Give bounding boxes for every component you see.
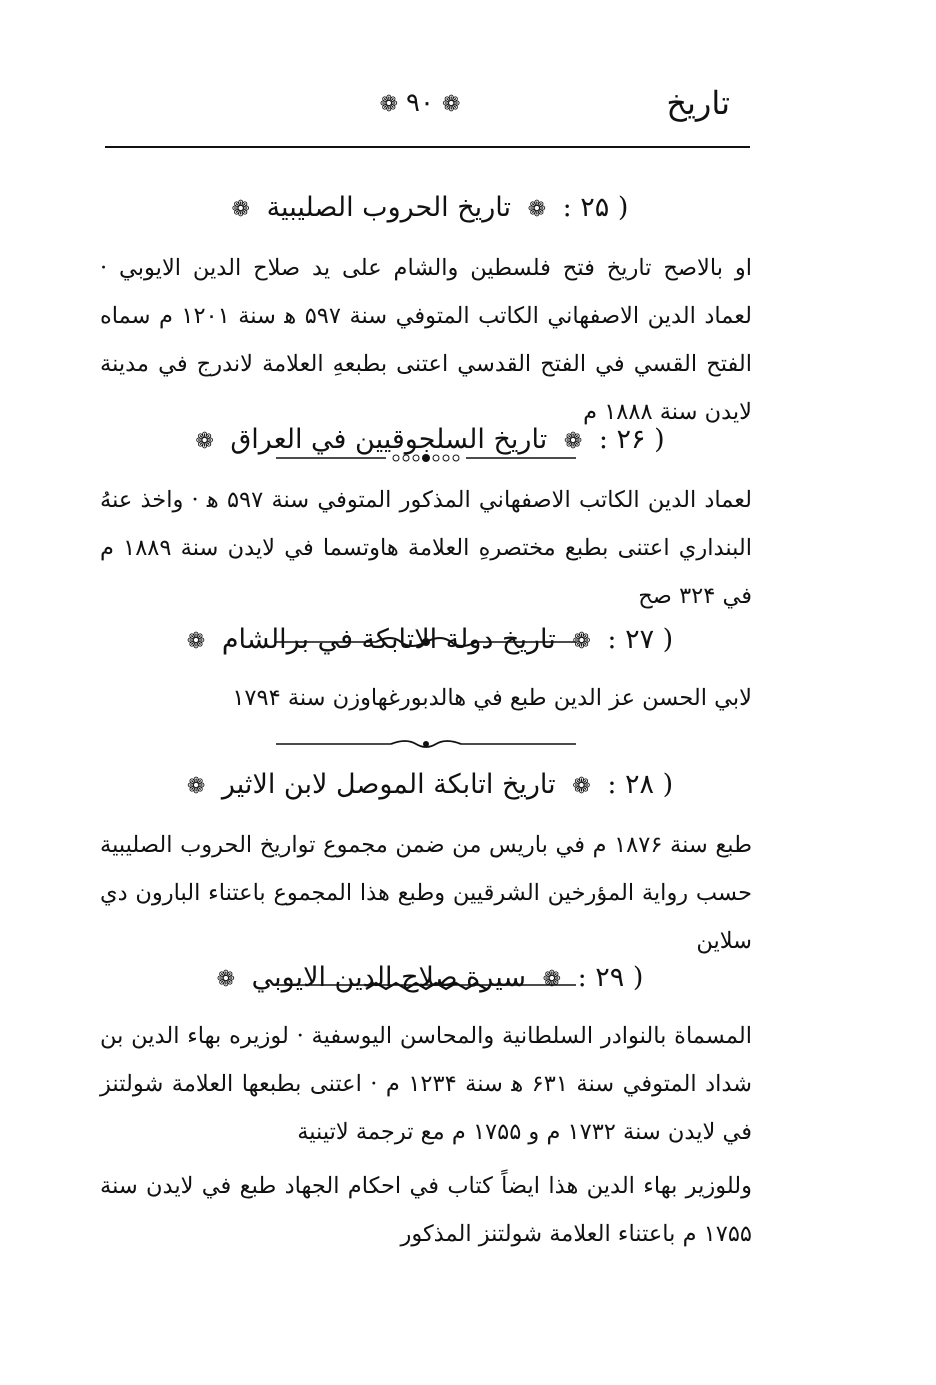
- section-29: [100, 958, 752, 1258]
- fleuron-icon: ❁: [572, 774, 591, 799]
- section-title: [100, 958, 752, 1000]
- fleuron-icon: ❁: [542, 967, 562, 992]
- section-number: ( ۲۷ :: [607, 624, 674, 655]
- page-number-block: [365, 88, 475, 118]
- header-rule: [105, 146, 750, 148]
- section-title-text: تاريخ السلجوقيين في العراق: [230, 424, 548, 455]
- ornament-left-icon: ❁: [441, 92, 461, 117]
- section-paragraph: طبع سنة ۱۸۷۶ م في باريس من ضمن مجموع تواريخ الحروب الصليبية حسب رواية المؤرخين الشرقيين وطبع هذا المجموع باعتناء البارون دي سلاين: [100, 832, 752, 954]
- section-title: [100, 620, 752, 662]
- ornament-right-icon: ❁: [379, 92, 399, 117]
- fleuron-icon: ❁: [186, 774, 206, 799]
- section-title: [100, 420, 752, 462]
- section-paragraph: او بالاصح تاريخ فتح فلسطين والشام على يد صلاح الدين الايوبي · لعماد الدين الاصفهاني الكاتب المتوفي سنة ۵۹۷ ﻫ سنة ۱۲۰۱ م سماه الفتح القسي في الفتح القدسي اعتنى بطبعهِ العلامة لاندرج في مدينة لايدن سنة ۱۸۸۸ م: [100, 255, 752, 425]
- section-title: [100, 188, 752, 230]
- section-number: ( ۲۸ :: [607, 769, 674, 800]
- section-paragraph: لعماد الدين الكاتب الاصفهاني المذكور المتوفي سنة ۵۹۷ ﻫ · واخذ عنهُ البنداري اعتنى بطبع مختصرهِ العلامة هاوتسما في لايدن سنة ۱۸۸۹ م في ۳۲۴ صح: [100, 487, 753, 609]
- section-title-text: تاريخ اتابكة الموصل لابن الاثير: [221, 769, 556, 800]
- fleuron-icon: ❁: [231, 197, 250, 222]
- fleuron-icon: ❁: [527, 197, 547, 222]
- section-title-text: تاريخ دولة الاتابكة في برالشام: [221, 624, 556, 655]
- section-title: [100, 765, 752, 807]
- fleuron-icon: ❁: [186, 629, 206, 654]
- section-27: [100, 620, 752, 752]
- section-number: ( ۲۹ :: [577, 962, 644, 993]
- fleuron-icon: ❁: [195, 429, 214, 454]
- fleuron-icon: ❁: [216, 967, 235, 992]
- section-paragraph: لابي الحسن عز الدين طبع في هالدبورغهاوزن سنة ۱۷۹۴: [232, 685, 752, 711]
- fleuron-icon: ❁: [572, 629, 591, 654]
- fleuron-icon: ❁: [563, 429, 583, 454]
- page-number: ۹۰: [406, 88, 434, 118]
- section-paragraph: المسماة بالنوادر السلطانية والمحاسن اليوسفية · لوزيره بهاء الدين بن شداد المتوفي سنة ۶۳۱ ﻫ سنة ۱۲۳۴ م · اعتنى بطبعها العلامة شولتنز في لايدن سنة ۱۷۳۲ م و ۱۷۵۵ م مع ترجمة لاتينية: [100, 1023, 753, 1145]
- section-number: ( ۲۵ :: [562, 192, 629, 223]
- section-paragraph: وللوزير بهاء الدين هذا ايضاً كتاب في احكام الجهاد طبع في لايدن سنة ۱۷۵۵ م باعتناء العلامة شولتنز المذكور: [100, 1173, 752, 1247]
- page-header: [105, 80, 750, 140]
- section-title-text: سيرة صلاح الدين الايوبي: [251, 962, 526, 993]
- running-title: تاريخ: [666, 84, 730, 122]
- section-number: ( ۲۶ :: [598, 424, 665, 455]
- section-title-text: تاريخ الحروب الصليبية: [266, 192, 511, 223]
- ornamental-divider-icon: [276, 736, 576, 752]
- section-26: [100, 420, 752, 650]
